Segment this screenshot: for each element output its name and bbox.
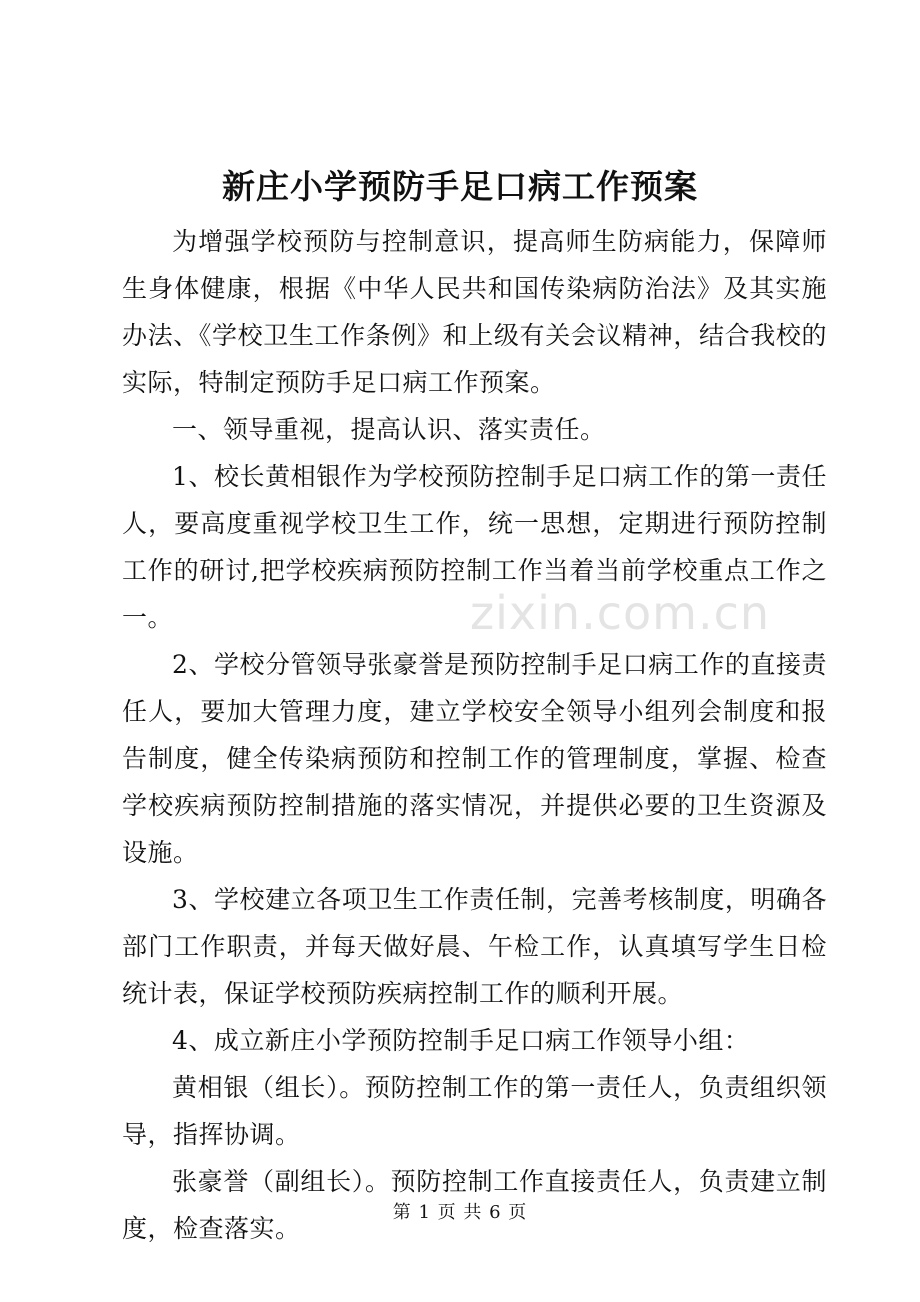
watermark: zixin.com.cn	[470, 586, 771, 640]
paragraph-item-2: 2、学校分管领导张豪誉是预防控制手足口病工作的直接责任人，要加大管理力度，建立学校安全领导小组列会制度和报告制度，健全传染病预防和控制工作的管理制度，掌握、检查学校疾病预防控制措施的落实情况，并提供必要的卫生资源及设施。	[122, 650, 827, 867]
paragraph-item-4: 4、成立新庄小学预防控制手足口病工作领导小组：	[172, 1026, 750, 1055]
paragraph-leader: 黄相银（组长）。预防控制工作的第一责任人，负责组织领导，指挥协调。	[122, 1073, 827, 1149]
document-title: 新庄小学预防手足口病工作预案	[222, 167, 698, 206]
paragraph-item-1: 1、校长黄相银作为学校预防控制手足口病工作的第一责任人，要高度重视学校卫生工作，统一思想，定期进行预防控制工作的研讨,把学校疾病预防控制工作当着当前学校重点工作之一。	[122, 462, 827, 632]
paragraph-item-3: 3、学校建立各项卫生工作责任制，完善考核制度，明确各部门工作职责，并每天做好晨、午检工作，认真填写学生日检统计表，保证学校预防疾病控制工作的顺利开展。	[122, 885, 827, 1008]
paragraph-deputy-leader: 张豪誉（副组长）。预防控制工作直接责任人，负责建立制度，检查落实。	[122, 1167, 827, 1243]
paragraph-intro: 为增强学校预防与控制意识，提高师生防病能力，保障师生身体健康，根据《中华人民共和国传染病防治法》及其实施办法、《学校卫生工作条例》和上级有关会议精神，结合我校的实际，特制定预防手足口病工作预案。	[122, 227, 827, 397]
paragraph-section-1-heading: 一、领导重视，提高认识、落实责任。	[172, 415, 606, 444]
page-footer: 第 1 页 共 6 页	[392, 1202, 528, 1223]
document-body	[122, 218, 827, 1252]
